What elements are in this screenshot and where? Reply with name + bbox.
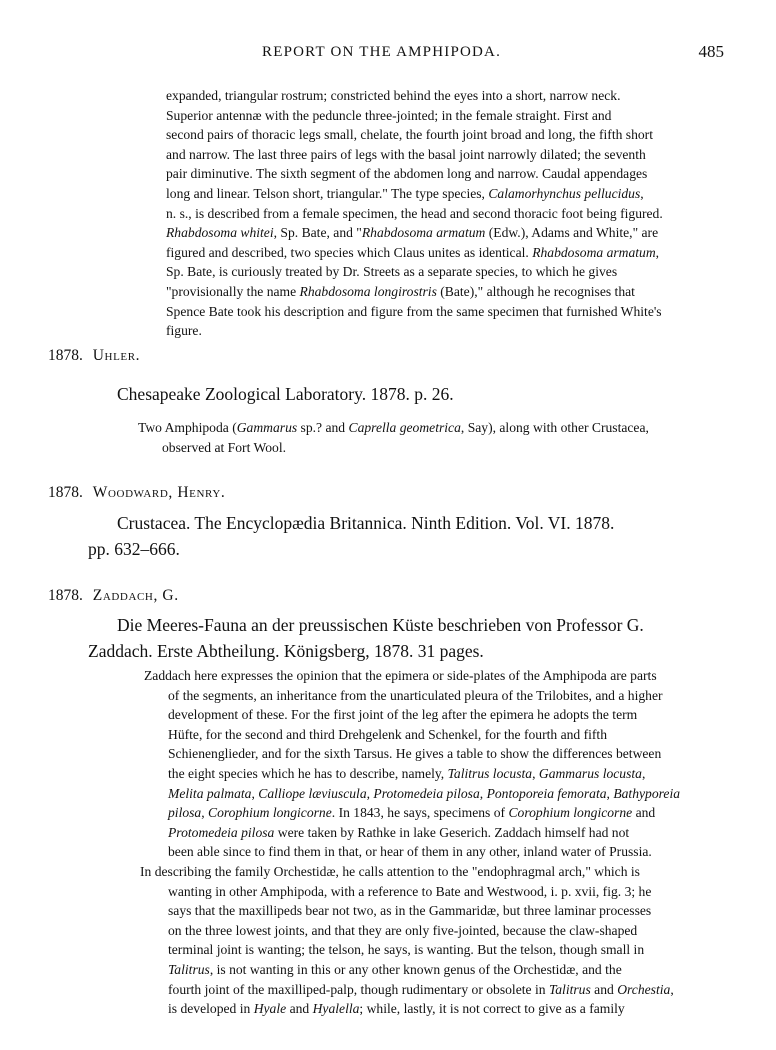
text-line: the eight species which he has to describe, namely, Talitrus locusta, Gammarus locusta, <box>168 765 646 781</box>
text-line: is developed in Hyale and Hyalella; while, lastly, it is not correct to give as a family <box>168 1001 625 1017</box>
text-line: second pairs of thoracic legs small, chelate, the fourth joint broad and long, the fifth short <box>166 127 653 143</box>
text-line: wanting in other Amphipoda, with a reference to Bate and Westwood, i. p. xvii, fig. 3; he <box>168 883 652 899</box>
entry-title-zaddach <box>88 612 728 664</box>
text-line: pilosa, Corophium longicorne. In 1843, he says, specimens of Corophium longicorne and <box>168 805 656 821</box>
text-line: figure. <box>166 323 202 339</box>
text-line: figured and described, two species which Claus unites as identical. Rhabdosoma armatum, <box>166 244 660 260</box>
zaddach-paragraph-1 <box>144 666 728 862</box>
text-line: long and linear. Telson short, triangular." The type species, Calamorhynchus pellucidus, <box>166 185 644 201</box>
entry-title-woodward <box>88 510 728 562</box>
entry-year: 1878. <box>48 347 83 364</box>
text-line: observed at Fort Wool. <box>162 439 287 455</box>
text-line: Sp. Bate, is curiously treated by Dr. Streets as a separate species, to which he gives <box>166 264 618 280</box>
title-line: pp. 632–666. <box>88 539 180 559</box>
text-line: expanded, triangular rostrum; constricted behind the eyes into a short, narrow neck. <box>166 88 621 103</box>
text-line: Protomedeia pilosa were taken by Rathke in lake Geserich. Zaddach himself had not <box>168 824 630 840</box>
entry-title-uhler <box>117 381 727 407</box>
entry-heading-zaddach <box>48 587 179 605</box>
running-title: REPORT ON THE AMPHIPODA. <box>262 44 502 60</box>
entry-year: 1878. <box>48 484 83 501</box>
text-line: Zaddach here expresses the opinion that the epimera or side-plates of the Amphipoda are parts <box>144 668 657 683</box>
entry-author: Uhler. <box>92 347 141 364</box>
text-line: Superior antennæ with the peduncle three-jointed; in the female straight. First and <box>166 107 612 123</box>
text-line: n. s., is described from a female specimen, the head and second thoracic foot being figured. <box>166 205 663 221</box>
title-line: Crustacea. The Encyclopædia Britannica. Ninth Edition. Vol. VI. 1878. <box>117 513 615 533</box>
text-line: In describing the family Orchestidæ, he calls attention to the "endophragmal arch," which is <box>140 864 640 879</box>
text-line: Hüfte, for the second and third Drehgelenk and Schenkel, for the fourth and fifth <box>168 726 608 742</box>
title-line: Zaddach. Erste Abtheilung. Königsberg, 1878. 31 pages. <box>88 641 484 661</box>
text-line: of the segments, an inheritance from the unarticulated pleura of the Trilobites, and a higher <box>168 687 663 703</box>
entry-author: Zaddach, G. <box>92 587 179 604</box>
text-line: Two Amphipoda (Gammarus sp.? and Caprella geometrica, Say), along with other Crustacea, <box>138 420 649 435</box>
entry-heading-uhler <box>48 347 140 365</box>
title-line: Die Meeres-Fauna an der preussischen Küste beschrieben von Professor G. <box>117 615 644 635</box>
entry-note-uhler <box>138 418 726 457</box>
text-line: and narrow. The last three pairs of legs with the basal joint narrowly dilated; the seventh <box>166 146 646 162</box>
text-line: Spence Bate took his description and figure from the same specimen that furnished White's <box>166 303 662 319</box>
running-head <box>0 44 776 68</box>
entry-heading-woodward <box>48 484 225 502</box>
text-line: been able since to find them in that, or hear of them in any other, inland water of Prussia. <box>168 844 652 860</box>
text-line: says that the maxillipeds bear not two, as in the Gammaridæ, but three laminar processes <box>168 903 652 919</box>
text-line: on the three lowest joints, and that they are only five-jointed, because the claw-shaped <box>168 922 638 938</box>
entry-author: Woodward, Henry. <box>92 484 226 501</box>
entry-year: 1878. <box>48 587 83 604</box>
text-line: "provisionally the name Rhabdosoma longirostris (Bate)," although he recognises that <box>166 283 635 299</box>
text-line: terminal joint is wanting; the telson, he says, is wanting. But the telson, though small in <box>168 942 645 958</box>
page-number: 485 <box>698 42 724 61</box>
opening-paragraph <box>166 86 726 341</box>
text-line: development of these. For the first joint of the leg after the epimera he adopts the term <box>168 707 638 723</box>
text-line: Melita palmata, Calliope læviuscula, Protomedeia pilosa, Pontoporeia femorata, Bathyporeia <box>168 785 681 801</box>
text-line: Talitrus, is not wanting in this or any other known genus of the Orchestidæ, and the <box>168 961 622 977</box>
text-line: Rhabdosoma whitei, Sp. Bate, and "Rhabdosoma armatum (Edw.), Adams and White," are <box>166 225 659 241</box>
text-line: fourth joint of the maxilliped-palp, though rudimentary or obsolete in Talitrus and Orchestia, <box>168 981 674 997</box>
text-line: Schienenglieder, and for the sixth Tarsus. He gives a table to show the differences between <box>168 746 662 762</box>
title-line: Chesapeake Zoological Laboratory. 1878. p. 26. <box>117 384 454 404</box>
zaddach-paragraph-2 <box>140 862 728 1019</box>
text-line: pair diminutive. The sixth segment of the abdomen long and narrow. Caudal appendages <box>166 166 648 182</box>
